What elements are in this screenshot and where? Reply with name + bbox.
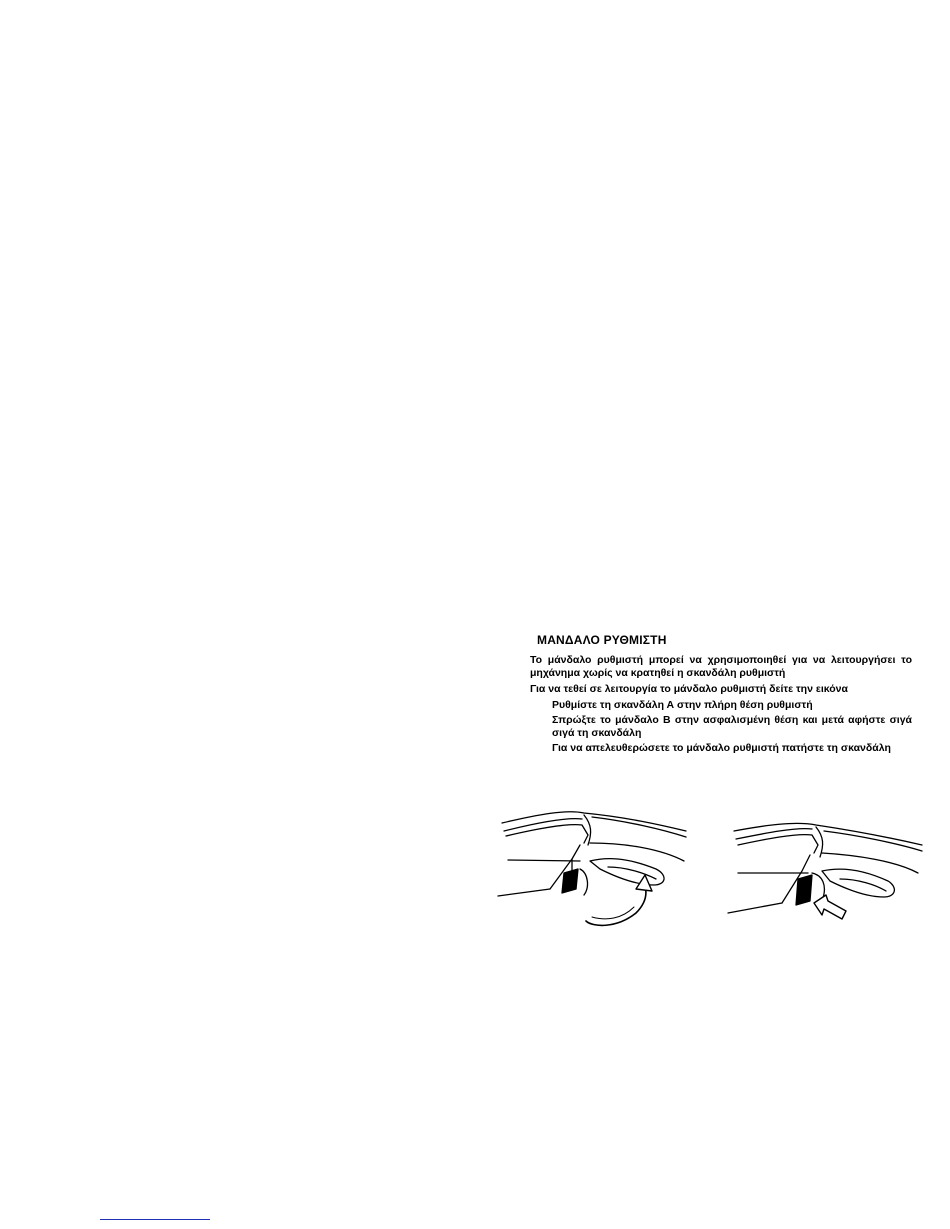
throttle-trigger-full-position-illustration [496, 803, 690, 931]
step-item: Ρυθμίστε τη σκανδάλη Α στην πλήρη θέση ρυθμιστή [552, 699, 813, 711]
throttle-lock-section [530, 633, 912, 757]
throttle-lock-engaged-illustration [726, 821, 924, 933]
footer-rule [100, 1219, 210, 1220]
instruction-paragraph: Για να τεθεί σε λειτουργία το μάνδαλο ρυθμιστή δείτε την εικόνα [530, 683, 848, 695]
steps-list [530, 699, 912, 755]
step-item: Σπρώξτε το μάνδαλο Β στην ασφαλισμένη θέση και μετά αφήστε σιγά σιγά τη σκανδάλη [552, 714, 912, 739]
section-title: ΜΑΝΔΑΛΟ ΡΥΘΜΙΣΤΗ [537, 633, 667, 647]
intro-paragraph: Το μάνδαλο ρυθμιστή μπορεί να χρησιμοποιηθεί για να λειτουργήσει το μηχάνημα χωρίς να κρατηθεί η σκανδάλη ρυθμιστή [530, 654, 912, 679]
step-item: Για να απελευθερώσετε το μάνδαλο ρυθμιστή πατήστε τη σκανδάλη [552, 742, 891, 754]
